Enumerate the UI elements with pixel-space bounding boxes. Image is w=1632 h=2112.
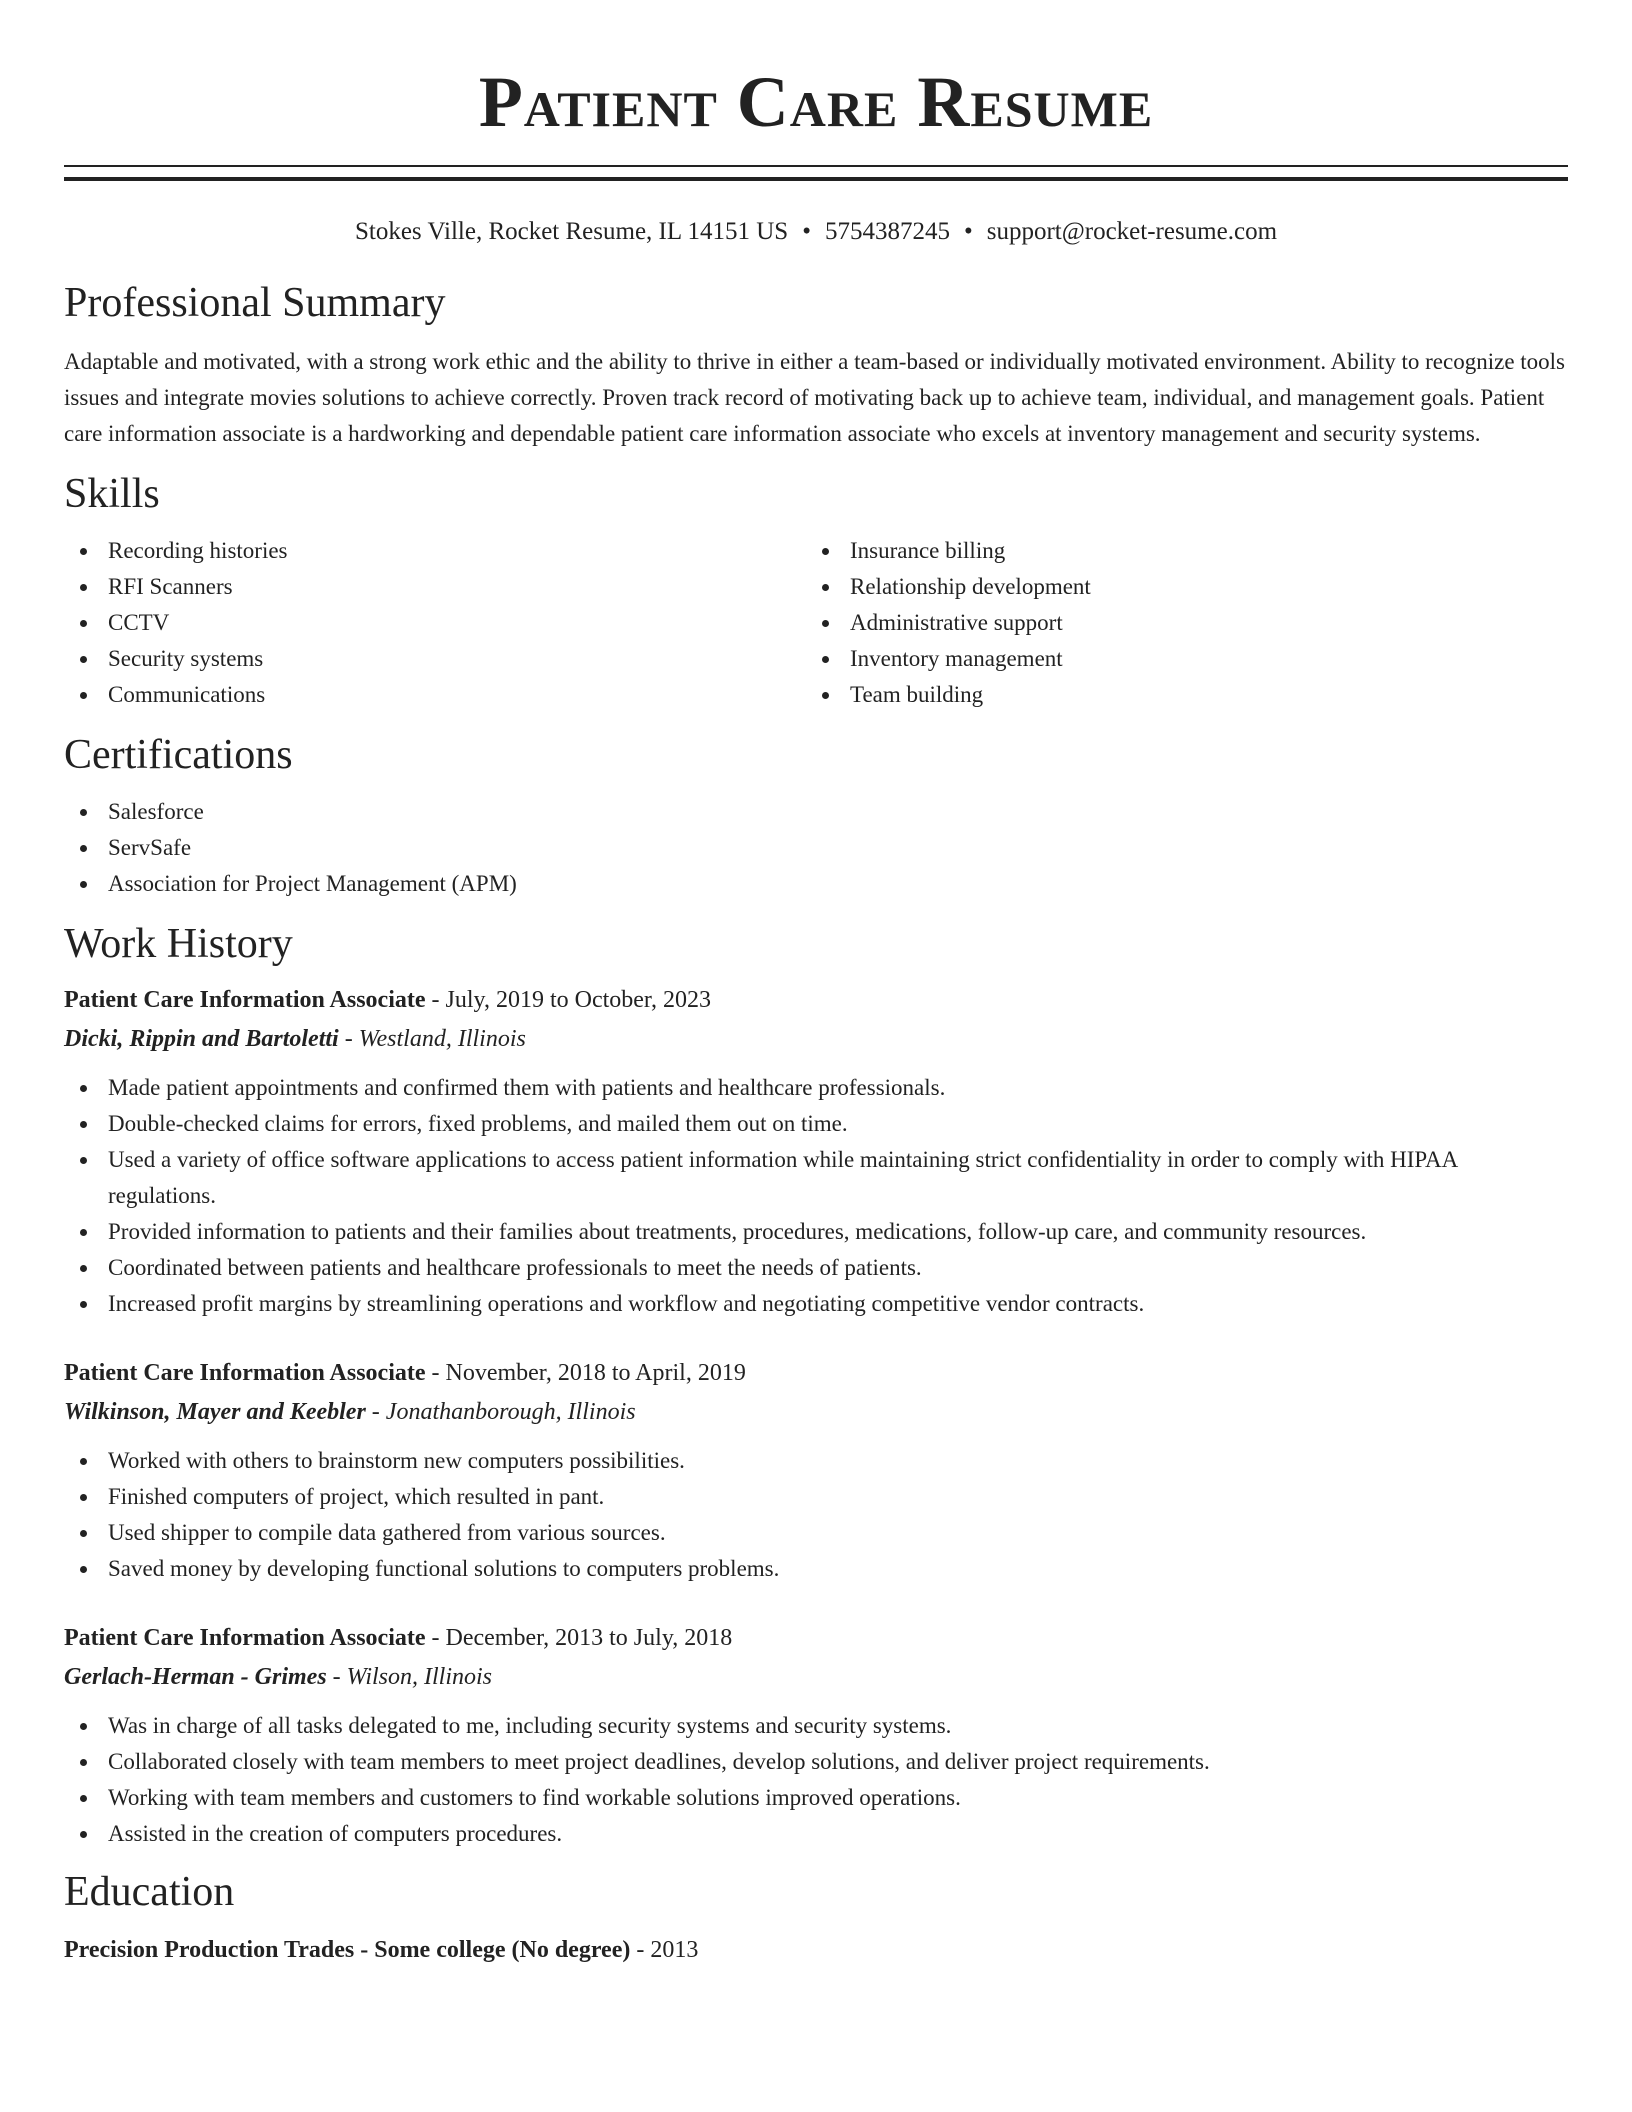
job-bullet: Provided information to patients and their families about treatments, procedures, medications, follow-up care, and community resources. xyxy=(64,1214,1568,1250)
company-line: Wilkinson, Mayer and Keebler - Jonathanborough, Illinois xyxy=(64,1399,636,1425)
title-double-rule xyxy=(64,165,1568,181)
education-heading: Education xyxy=(64,1869,235,1915)
resume-title: Patient Care Resume xyxy=(478,62,1154,142)
separator-dot: • xyxy=(802,218,811,245)
contact-line xyxy=(64,215,1568,249)
job-bullet: Assisted in the creation of computers procedures. xyxy=(64,1816,1568,1852)
company-name: Gerlach-Herman - Grimes xyxy=(64,1664,327,1690)
job-dates: November, 2018 to April, 2019 xyxy=(445,1360,746,1386)
skill-item: Relationship development xyxy=(806,569,1548,605)
company-name: Dicki, Rippin and Bartoletti xyxy=(64,1026,339,1052)
skill-item: Administrative support xyxy=(806,605,1548,641)
job-bullet: Collaborated closely with team members to meet project deadlines, develop solutions, and deliver project requirements. xyxy=(64,1744,1568,1780)
job-entry xyxy=(64,981,1568,1322)
job-entry xyxy=(64,1354,1568,1587)
education-degree: Precision Production Trades - Some college (No degree) xyxy=(64,1937,631,1963)
company-location: Jonathanborough, Illinois xyxy=(385,1399,636,1425)
certifications-list xyxy=(64,794,1568,902)
contact-email: support@rocket-resume.com xyxy=(986,218,1278,245)
company-line: Dicki, Rippin and Bartoletti - Westland, Illinois xyxy=(64,1026,526,1052)
summary-heading: Professional Summary xyxy=(64,280,446,326)
job-bullet-list xyxy=(64,1708,1568,1852)
skill-item: CCTV xyxy=(64,605,806,641)
work-history-heading: Work History xyxy=(64,921,293,967)
job-title-line: Patient Care Information Associate - November, 2018 to April, 2019 xyxy=(64,1360,746,1386)
job-title: Patient Care Information Associate xyxy=(64,987,426,1013)
separator-dot: • xyxy=(963,218,973,245)
company-location: Westland, Illinois xyxy=(358,1026,526,1052)
job-bullet-list xyxy=(64,1070,1568,1322)
job-bullet: Was in charge of all tasks delegated to me, including security systems and security systems. xyxy=(64,1708,1568,1744)
certification-item: ServSafe xyxy=(64,830,1568,866)
skill-item: Recording histories xyxy=(64,533,806,569)
job-title-line: Patient Care Information Associate - July, 2019 to October, 2023 xyxy=(64,987,711,1013)
job-dates: July, 2019 to October, 2023 xyxy=(445,987,711,1013)
skills-grid xyxy=(64,533,1568,713)
job-bullet: Worked with others to brainstorm new computers possibilities. xyxy=(64,1443,1568,1479)
skill-item: Communications xyxy=(64,677,806,713)
skill-item: RFI Scanners xyxy=(64,569,806,605)
job-bullet: Used shipper to compile data gathered from various sources. xyxy=(64,1515,1568,1551)
contact-address: Stokes Ville, Rocket Resume, IL 14151 US xyxy=(354,218,789,245)
job-bullet: Used a variety of office software applications to access patient information while maintaining strict confidentiality in order to comply with HIPAA regulations. xyxy=(64,1142,1568,1214)
company-location: Wilson, Illinois xyxy=(346,1664,493,1690)
job-title: Patient Care Information Associate xyxy=(64,1625,426,1651)
education-year: 2013 xyxy=(650,1937,699,1963)
job-entry xyxy=(64,1619,1568,1852)
skills-list-left xyxy=(64,533,806,713)
company-line: Gerlach-Herman - Grimes - Wilson, Illinois xyxy=(64,1664,493,1690)
skill-item: Team building xyxy=(806,677,1548,713)
job-bullet: Finished computers of project, which resulted in pant. xyxy=(64,1479,1568,1515)
job-bullet: Made patient appointments and confirmed them with patients and healthcare professionals. xyxy=(64,1070,1568,1106)
skills-list-right xyxy=(806,533,1548,713)
summary-text: Adaptable and motivated, with a strong work ethic and the ability to thrive in either a team-based or individually motivated environment. Ability to recognize tools issues and integrate movies solutions to achieve correctly. Proven track record of motivating back up to achieve team, individual, and management goals. Patient care information associate is a hardworking and dependable patient care information associate who excels at inventory management and security systems. xyxy=(64,349,1566,446)
job-bullet: Working with team members and customers to find workable solutions improved operations. xyxy=(64,1780,1568,1816)
resume-body xyxy=(64,0,1568,1969)
skill-item: Insurance billing xyxy=(806,533,1548,569)
contact-phone: 5754387245 xyxy=(824,218,950,245)
certification-item: Salesforce xyxy=(64,794,1568,830)
job-bullet: Coordinated between patients and healthcare professionals to meet the needs of patients. xyxy=(64,1250,1568,1286)
job-title: Patient Care Information Associate xyxy=(64,1360,426,1386)
job-bullet-list xyxy=(64,1443,1568,1587)
certifications-heading: Certifications xyxy=(64,732,293,778)
certification-item: Association for Project Management (APM) xyxy=(64,866,1568,902)
company-name: Wilkinson, Mayer and Keebler xyxy=(64,1399,366,1425)
job-bullet: Increased profit margins by streamlining operations and workflow and negotiating competitive vendor contracts. xyxy=(64,1286,1568,1322)
skills-heading: Skills xyxy=(64,471,160,517)
job-bullet: Saved money by developing functional solutions to computers problems. xyxy=(64,1551,1568,1587)
job-dates: December, 2013 to July, 2018 xyxy=(445,1625,733,1651)
skill-item: Inventory management xyxy=(806,641,1548,677)
job-title-line: Patient Care Information Associate - December, 2013 to July, 2018 xyxy=(64,1625,733,1651)
job-bullet: Double-checked claims for errors, fixed problems, and mailed them out on time. xyxy=(64,1106,1568,1142)
skill-item: Security systems xyxy=(64,641,806,677)
education-entry: Precision Production Trades - Some college (No degree) - 2013 xyxy=(64,1937,699,1963)
